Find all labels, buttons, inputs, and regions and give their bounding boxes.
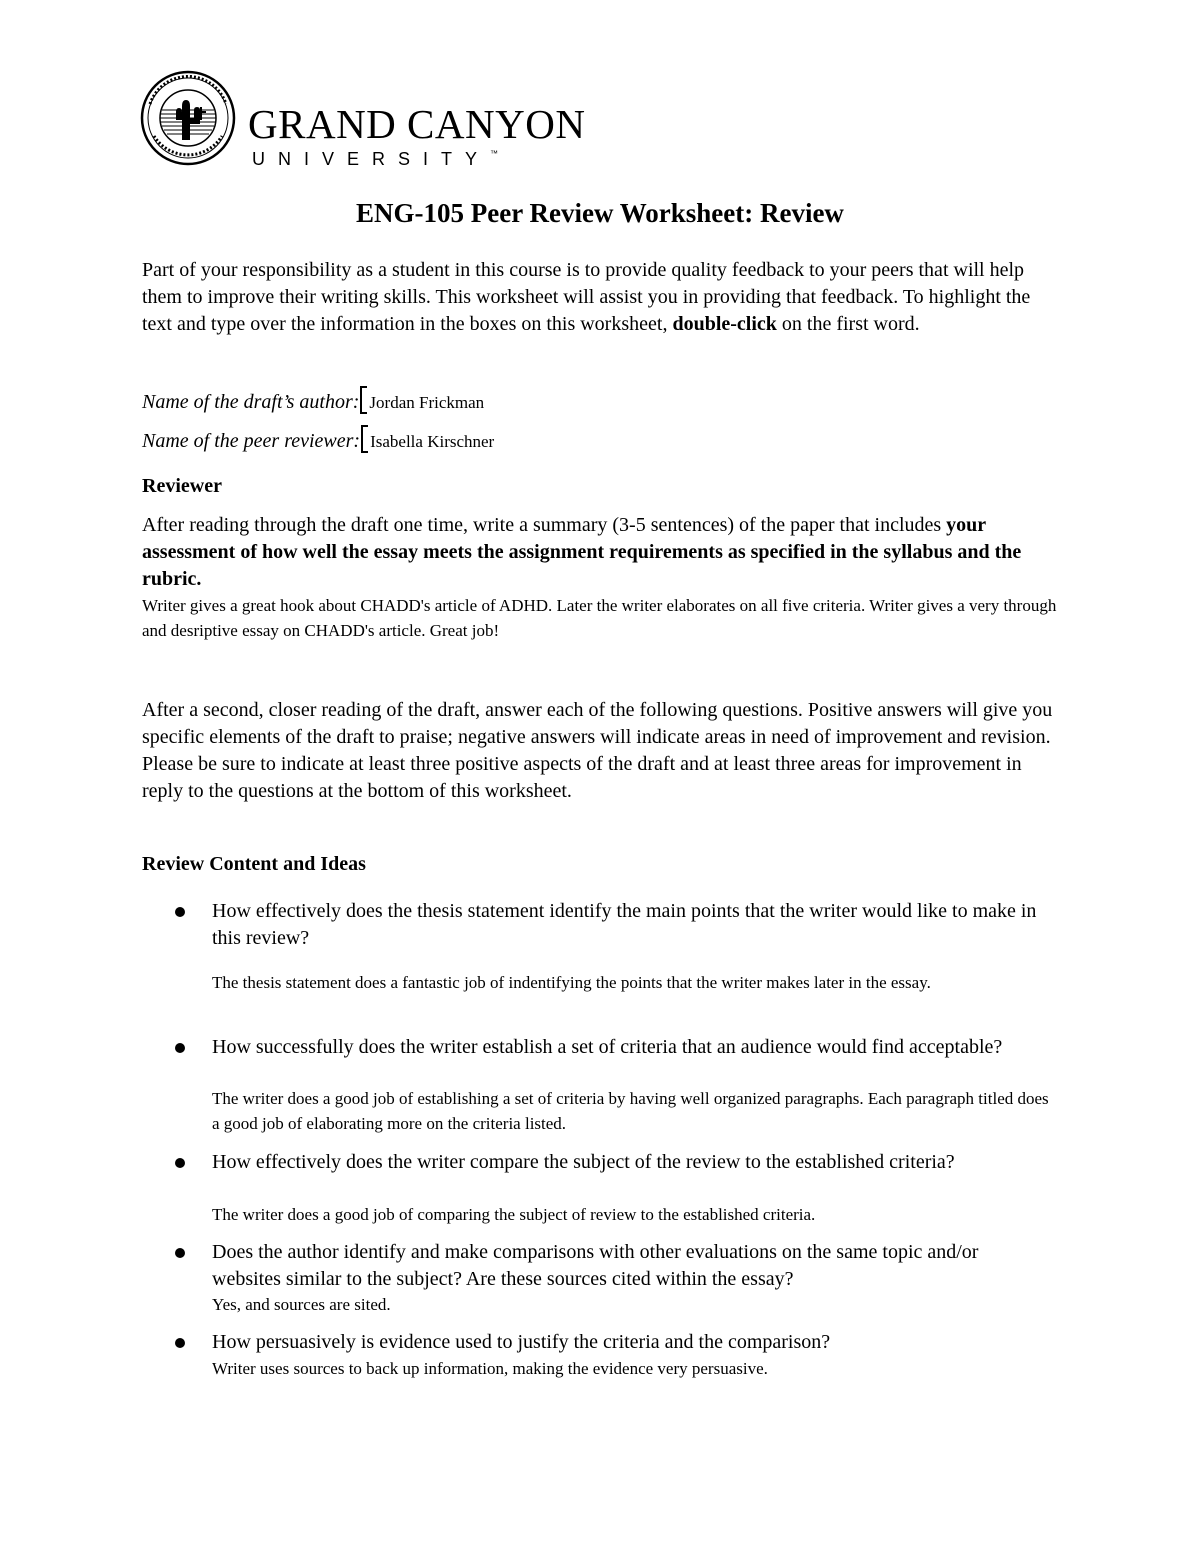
page-title: ENG-105 Peer Review Worksheet: Review	[356, 198, 844, 228]
field-bracket-icon	[360, 386, 367, 414]
bullet-icon	[175, 1338, 185, 1348]
reviewer-label: Name of the peer reviewer:	[142, 430, 361, 452]
question-text: How effectively does the writer compare the subject of the review to the established criteria?	[212, 1151, 955, 1173]
reviewer-heading: Reviewer	[142, 475, 222, 497]
bullet-icon	[175, 1043, 185, 1053]
author-field	[142, 386, 484, 416]
university-subtitle	[252, 150, 498, 168]
summary-prompt-bold: your assessment of how well the essay meets the assignment requirements as specified in the syllabus and the rubric.	[142, 514, 1022, 590]
answer-text[interactable]: The thesis statement does a fantastic job of indentifying the points that the writer makes later in the essay.	[212, 973, 931, 992]
author-value[interactable]: Jordan Frickman	[369, 393, 485, 412]
intro-paragraph	[142, 257, 1062, 338]
answer-text[interactable]: Writer uses sources to back up information, making the evidence very persuasive.	[212, 1359, 768, 1378]
answer-text[interactable]: Yes, and sources are sited.	[212, 1295, 391, 1314]
reviewer-value[interactable]: Isabella Kirschner	[370, 432, 495, 451]
university-seal-icon	[140, 70, 236, 166]
intro-text-end: on the first word.	[776, 313, 920, 335]
bullet-icon	[175, 907, 185, 917]
answer-text[interactable]: The writer does a good job of comparing the subject of review to the established criteria.	[212, 1205, 816, 1224]
university-name: GRAND CANYON	[248, 101, 586, 147]
summary-prompt	[142, 512, 1062, 593]
author-label: Name of the draft’s author:	[142, 391, 360, 413]
content-heading: Review Content and Ideas	[142, 853, 366, 875]
intro-bold: double-click	[672, 313, 777, 335]
reviewer-field	[142, 425, 494, 455]
question-text: How effectively does the thesis statement identify the main points that the writer would like to make in this review?	[212, 900, 1037, 949]
summary-prompt-text: After reading through the draft one time, write a summary (3-5 sentences) of the paper that includes	[142, 514, 947, 536]
answer-text[interactable]: The writer does a good job of establishing a set of criteria by having well organized paragraphs. Each paragraph titled does a good job of elaborating more on the criteria listed.	[212, 1089, 1049, 1133]
intro-text: Part of your responsibility as a student in this course is to provide quality feedback to your peers that will help them to improve their writing skills. This worksheet will assist you in providing that feedback. To highlight the text and type over the information in the boxes on this worksheet,	[142, 259, 1031, 335]
bullet-icon	[175, 1158, 185, 1168]
summary-response[interactable]: Writer gives a great hook about CHADD's article of ADHD. Later the writer elaborates on all five criteria. Writer gives a very through and desriptive essay on CHADD's article. Great job!	[142, 596, 1057, 640]
question-text: How successfully does the writer establish a set of criteria that an audience would find acceptable?	[212, 1036, 1003, 1058]
question-text: Does the author identify and make comparisons with other evaluations on the same topic and/or websites similar to the subject? Are these sources cited within the essay?	[212, 1241, 979, 1290]
question-text: How persuasively is evidence used to justify the criteria and the comparison?	[212, 1331, 831, 1353]
bullet-icon	[175, 1248, 185, 1258]
university-sub-text: UNIVERSITY	[252, 149, 491, 169]
second-reading-paragraph: After a second, closer reading of the draft, answer each of the following questions. Positive answers will give you specific elements of the draft to praise; negative answers will indicate areas in need of improvement and revision. Please be sure to indicate at least three positive aspects of the draft and at least three areas for improvement in reply to the questions at the bottom of this worksheet.	[142, 699, 1053, 802]
field-bracket-icon	[361, 425, 368, 453]
university-logo	[140, 70, 600, 169]
trademark-symbol: ™	[490, 149, 499, 158]
